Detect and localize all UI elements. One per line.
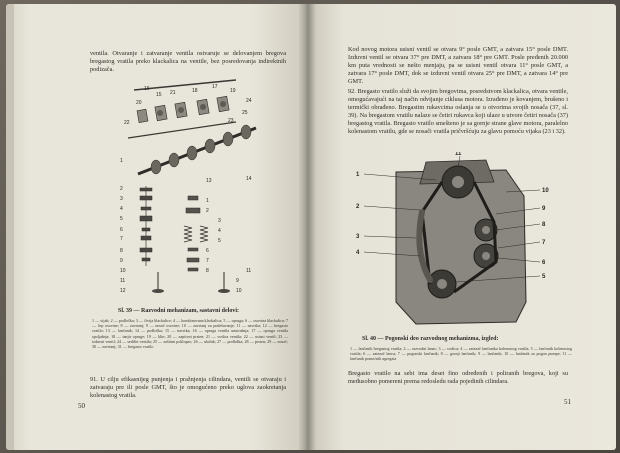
callout-label: 4 bbox=[120, 206, 123, 212]
callout-label: 9 bbox=[120, 258, 123, 264]
left-intro-paragraph: ventila. Otvaranje i zatvaranje ventila ostvaruje se delovanjem bregova bregastog vratila preko klackalica na ventile, bez posredovanja indirektnih podizača. bbox=[90, 50, 286, 74]
timing-drive-figure bbox=[356, 152, 566, 332]
callout-label: 5 bbox=[120, 216, 123, 222]
callout-label: 23 bbox=[228, 118, 234, 124]
callout-label: 20 bbox=[136, 100, 142, 106]
callout-label: 9 bbox=[542, 206, 546, 212]
callout-label: 7 bbox=[120, 236, 123, 242]
left-page-number: 50 bbox=[78, 402, 85, 410]
callout-label: 12 bbox=[120, 288, 126, 294]
callout-label: 10 bbox=[236, 288, 242, 294]
left-page bbox=[6, 4, 306, 450]
callout-label: 16 bbox=[144, 86, 150, 92]
callout-label: 6 bbox=[120, 227, 123, 233]
callout-label: 18 bbox=[192, 88, 198, 94]
figure-40-legend: 1 — lančanik bregastog vratila; 2 — razvodni lanac; 3 — vodica; 4 — zatezač lančanika kolenastog vratila; 5 — lančanik kolenastog vratila; 6 — zatezač lanca; 7 — pogonski lančanik; 8 — gornji lančanik; 9 — lančanik; 10 — lančanik za pogon pumpe; 11 — lančanik pomoćnih agregata bbox=[350, 346, 572, 362]
callout-label: 7 bbox=[542, 240, 546, 246]
callout-label: 3 bbox=[356, 234, 360, 240]
callout-label: 1 bbox=[120, 158, 123, 164]
valve-mechanism-figure bbox=[96, 76, 296, 308]
right-top-paragraph: Kod novog motora usisni ventil se otvara 9° posle GMT, a zatvara 15° posle DMT. Izduvni ventil se otvara 37° pre DMT, a zatvara 18° pre GMT. Posle pređenih 20.000 km puta vrednosti se nešto menjaju, pa se usisni ventil otvara 11° posle GMT, a zatvara 17° posle DMT, dok se izduvni ventil otvara 25° pre DMT, a zatvara 14° pre GMT. bbox=[348, 46, 568, 86]
figure-39-legend: 1 — vijak; 2 — podloška; 3 — čivija klackalice; 4 — kombinovana klackalica; 5 — opruga; 6 — osovina klackalica; 7 — čep osovine; 8 — zavrtanj; 9 — nosač osovine; 10 — zavrtanj za podešavanje; 11 — navrtka; 12 — bregasto vratilo; 13 — lančanik; 14 — podloška; 15 — navrtka; 16 — opruga ventila unutrašnja; 17 — opruga ventila spoljašnja; 18 — tanjir opruge; 19 — klin; 20 — zaptivni prsten; 21 — vodica ventila; 22 — usisni ventil; 23 — izduvni ventil; 24 — sedište ventila; 25 — zaštitni poklopac; 26 — uložak; 27 — podloška; 28 — prsten; 29 — nosač; 30 — zavrtanj; 31 — bregasto vratilo bbox=[92, 318, 288, 350]
right-paragraph-92: 92. Bregasto vratilo služi da svojim bregovima, posredstvom klackalica, otvara ventile, omogućavajući na taj način odvijanje ciklusa motora. Izrađeno je kovanjem, brušeno i termički obrađeno. Bregastim rukavcima oslanja se u otvorima svojih nosača (37, sl. 39). Na bregastom vratilu nalaze se četiri rukavca koji ulaze u utvore četiri nosača (37) bregastog vratila. Bregasto vratilo smešteno je sa gornje strane glave motora, paralelno kolenastom vratilu, gde se nosači vratila pričvršćuju za glavu pomoću vijaka (23 i 32). bbox=[348, 88, 568, 136]
callout-label: 6 bbox=[206, 248, 209, 254]
figure-40-caption: Sl. 40 — Pogonski deo razvodnog mehanizma, izgled: bbox=[362, 336, 499, 342]
callout-label: 1 bbox=[206, 198, 209, 204]
page-stack-edge bbox=[6, 4, 14, 450]
open-book bbox=[6, 4, 616, 450]
callout-label: 15 bbox=[156, 92, 162, 98]
callout-label: 8 bbox=[206, 268, 209, 274]
callout-label: 3 bbox=[120, 196, 123, 202]
callout-label: 4 bbox=[218, 228, 221, 234]
right-page bbox=[306, 4, 616, 450]
callout-label: 9 bbox=[236, 278, 239, 284]
callout-label: 13 bbox=[206, 178, 212, 184]
callout-label: 8 bbox=[120, 248, 123, 254]
callout-label: 2 bbox=[356, 204, 360, 210]
callout-label: 11 bbox=[455, 152, 462, 157]
callout-label: 11 bbox=[246, 268, 252, 274]
callout-label: 5 bbox=[542, 274, 546, 280]
callout-label: 5 bbox=[218, 238, 221, 244]
callout-label: 11 bbox=[120, 278, 126, 284]
right-bottom-paragraph: Bregasto vratilo na sebi ima deset fino određenih i poliranih bregova, koji su međusobno pomereni prema redosledu rada pojedinih cilindara. bbox=[348, 370, 568, 386]
left-paragraph-91: 91. U cilju efikasnijeg punjenja i pražnjenja cilindara, ventili se otvaraju i zatvaraju pre ili posle GMT, što je omogućeno preko uglova zaokretanja kolenastog vratila. bbox=[90, 376, 286, 400]
callout-label: 4 bbox=[356, 250, 360, 256]
callout-label: 21 bbox=[170, 90, 176, 96]
callout-label: 10 bbox=[120, 268, 126, 274]
right-page-number: 51 bbox=[564, 398, 571, 406]
figure-39-caption: Sl. 39 — Razvodni mehanizam, sastavni delovi: bbox=[118, 308, 240, 314]
callout-label: 25 bbox=[242, 110, 248, 116]
callout-label: 17 bbox=[212, 84, 218, 90]
callout-label: 8 bbox=[542, 222, 546, 228]
callout-label: 2 bbox=[120, 186, 123, 192]
callout-label: 6 bbox=[542, 260, 546, 266]
callout-label: 1 bbox=[356, 172, 360, 178]
callout-label: 24 bbox=[246, 98, 252, 104]
callout-label: 19 bbox=[230, 88, 236, 94]
book-gutter bbox=[298, 4, 316, 450]
callout-label: 2 bbox=[206, 208, 209, 214]
callout-label: 10 bbox=[542, 188, 549, 194]
callout-label: 14 bbox=[246, 176, 252, 182]
callout-label: 3 bbox=[218, 218, 221, 224]
callout-label: 7 bbox=[206, 258, 209, 264]
callout-label: 22 bbox=[124, 120, 130, 126]
